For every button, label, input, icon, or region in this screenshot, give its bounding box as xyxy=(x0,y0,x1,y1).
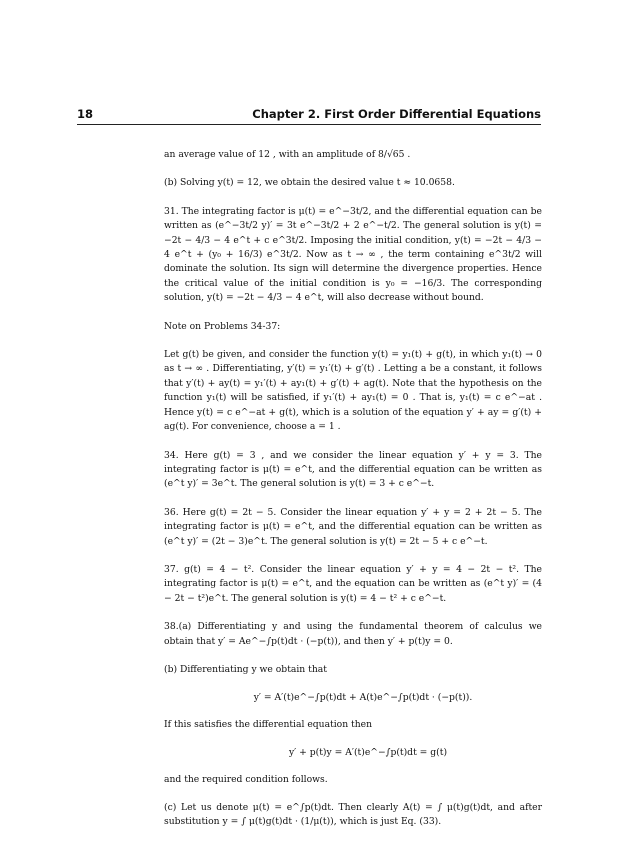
page-header xyxy=(77,107,541,125)
paragraph-34: 34. Here g(t) = 3 , and we consider the linear equation y′ + y = 3. The integrating factor is μ(t) = e^t, and the differential equation can be written as (e^t y)′ = 3e^t. The general solution is y(t) = 3 + c e^−t. xyxy=(164,449,542,490)
paragraph-38b-end: and the required condition follows. xyxy=(164,773,328,785)
paragraph-38b: (b) Differentiating y we obtain that xyxy=(164,663,327,675)
paragraph-amplitude: an average value of 12 , with an amplitude of 8/√65 . xyxy=(164,149,411,160)
page-body xyxy=(164,148,542,844)
paragraph-36: 36. Here g(t) = 2t − 5. Consider the linear equation y′ + y = 2 + 2t − 5. The integrating factor is μ(t) = e^t, and the differential equation can be written as (e^t y)′ = (2t − 3)e^t. The general solution is y(t) = 2t − 5 + c e^−t. xyxy=(164,506,542,547)
display-equation-1: y′ = A′(t)e^−∫p(t)dt + A(t)e^−∫p(t)dt · (−p(t)). xyxy=(253,692,473,704)
paragraph-31: 31. The integrating factor is μ(t) = e^−3t/2, and the differential equation can be written as (e^−3t/2 y)′ = 3t e^−3t/2 + 2 e^−t/2. The general solution is y(t) = −2t − 4/3 − 4 e^t + c e^3t/2. Imposing the initial condition, y(t) = −2t − 4/3 − 4 e^t + (y₀ + 16/3) e^3t/2. Now as t → ∞ , the term containing e^3t/2 will dominate the solution. Its sign will determine the divergence properties. Hence the critical value of the initial condition is y₀ = −16/3. The corresponding solution, y(t) = −2t − 4/3 − 4 e^t, will also decrease without bound. xyxy=(164,205,542,304)
paragraph-38a: 38.(a) Differentiating y and using the fundamental theorem of calculus we obtain that y′ = Ae^−∫p(t)dt · (−p(t)), and then y′ + p(t)y = 0. xyxy=(164,621,542,647)
page-number: 18 xyxy=(77,107,94,121)
paragraph-38b-cont: If this satisfies the differential equation then xyxy=(164,718,373,730)
paragraph-37: 37. g(t) = 4 − t². Consider the linear equation y′ + y = 4 − 2t − t². The integrating factor is μ(t) = e^t, and the equation can be written as (e^t y)′ = (4 − 2t − t²)e^t. The general solution is y(t) = 4 − t² + c e^−t. xyxy=(164,563,542,604)
paragraph-38c: (c) Let us denote μ(t) = e^∫p(t)dt. Then clearly A(t) = ∫ μ(t)g(t)dt, and after substitution y = ∫ μ(t)g(t)dt · (1/μ(t)), which is just Eq. (33). xyxy=(164,802,542,828)
display-equation-2: y′ + p(t)y = A′(t)e^−∫p(t)dt = g(t) xyxy=(288,747,448,759)
paragraph-30b: (b) Solving y(t) = 12, we obtain the desired value t ≈ 10.0658. xyxy=(164,177,455,189)
note-heading: Note on Problems 34-37: xyxy=(164,320,281,332)
paragraph-note: Let g(t) be given, and consider the function y(t) = y₁(t) + g(t), in which y₁(t) → 0 as t → ∞ . Differentiating, y′(t) = y₁′(t) + g′(t) . Letting a be a constant, it follows that y′(t) + ay(t) = y₁′(t) + ay₁(t) + g′(t) + ag(t). Note that the hypothesis on the function y₁(t) will be satisfied, if y₁′(t) + ay₁(t) = 0 . That is, y₁(t) = c e^−at . Hence y(t) = c e^−at + g(t), which is a solution of the equation y′ + ay = g′(t) + ag(t). For convenience, choose a = 1 . xyxy=(164,349,542,433)
header-rule xyxy=(77,124,541,125)
chapter-title: Chapter 2. First Order Differential Equations xyxy=(252,107,541,121)
